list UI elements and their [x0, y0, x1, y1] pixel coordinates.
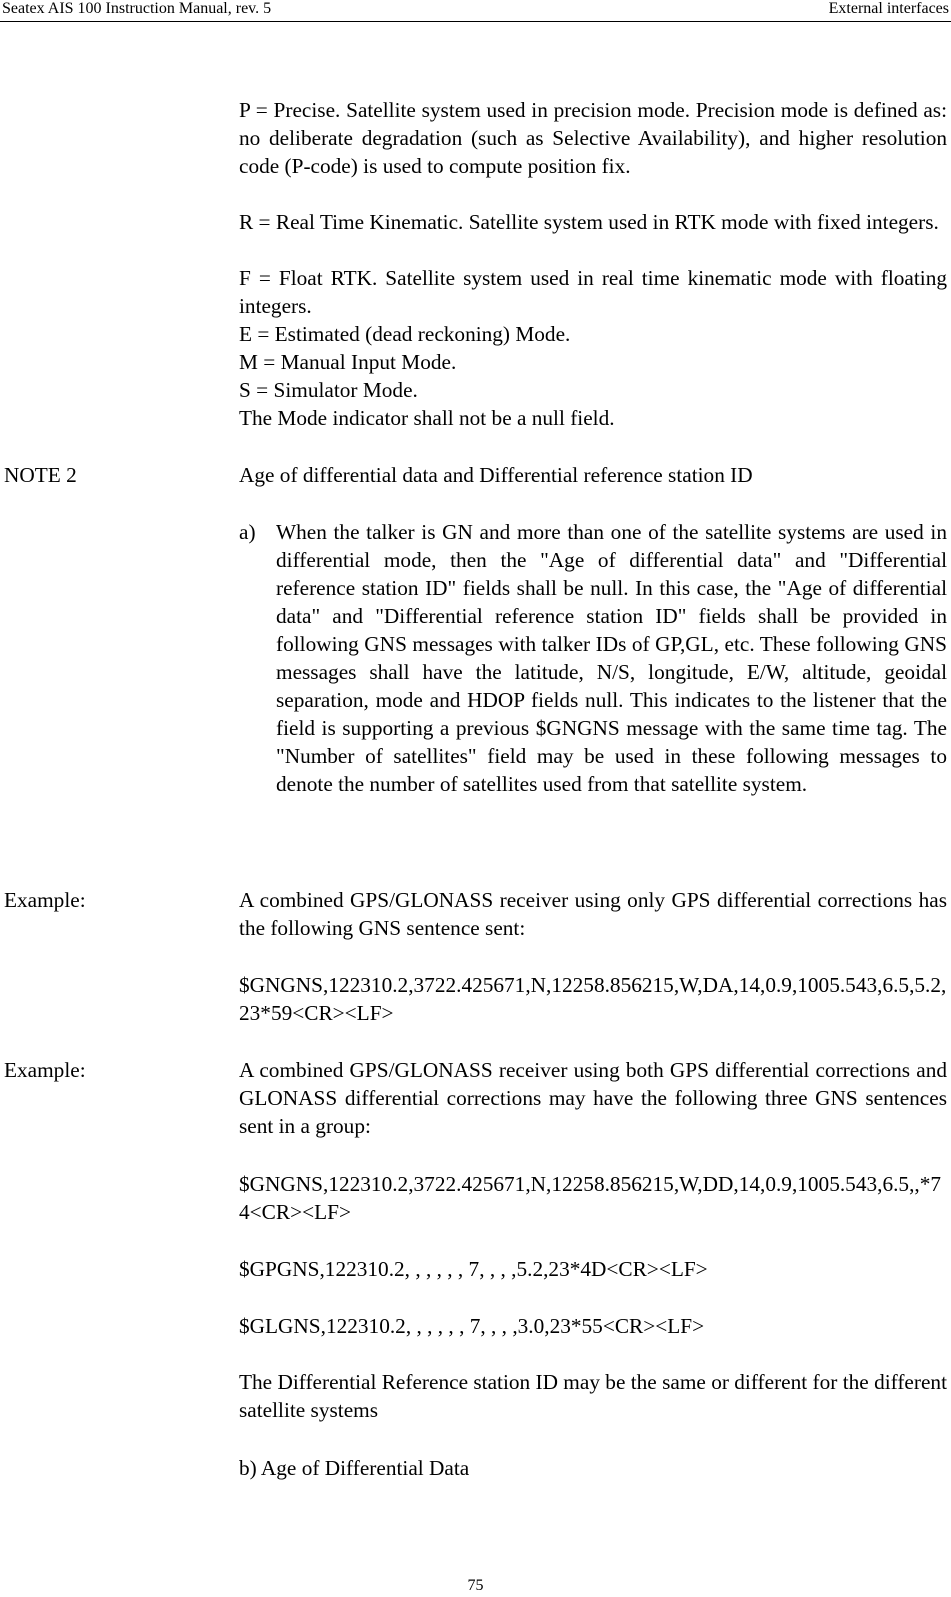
- mode-simulator: S = Simulator Mode.: [239, 378, 418, 402]
- example-1-label: Example:: [4, 888, 86, 912]
- mode-estimated: E = Estimated (dead reckoning) Mode.: [239, 322, 571, 346]
- mode-null-note: The Mode indicator shall not be a null field.: [239, 406, 615, 430]
- header-section-title: External interfaces: [828, 0, 949, 17]
- list-item-a-text: When the talker is GN and more than one of the satellite systems are used in differential mode, then the "Age of differential data" and "Differential reference station ID" fields shall be null. In this case, the "Age of differential data" and "Differential reference station ID" fields shall be provided in following GNS messages with talker IDs of GP,GL, etc. These following GNS messages shall have the latitude, N/S, longitude, E/W, altitude, geoidal separation, mode and HDOP fields null. This indicates to the listener that the field is supporting a previous $GNGNS message with the same time tag. The "Number of satellites" field may be used in these following messages to denote the number of satellites used from that satellite system.: [276, 520, 947, 796]
- mode-float-rtk: F = Float RTK. Satellite system used in real time kinematic mode with floating integers.: [239, 266, 947, 318]
- example-2-text: A combined GPS/GLONASS receiver using both GPS differential corrections and GLONASS differential corrections may have the following three GNS sentences sent in a group:: [239, 1058, 947, 1138]
- page-number: 75: [467, 1577, 484, 1594]
- example-1-text: A combined GPS/GLONASS receiver using only GPS differential corrections has the following GNS sentence sent:: [239, 888, 947, 940]
- list-item-a: [239, 518, 947, 798]
- example-2-label: Example:: [4, 1058, 86, 1082]
- list-item-b: b) Age of Differential Data: [239, 1456, 470, 1480]
- mode-rtk: R = Real Time Kinematic. Satellite system used in RTK mode with fixed integers.: [239, 210, 939, 234]
- mode-manual: M = Manual Input Mode.: [239, 350, 457, 374]
- page-header: [0, 0, 951, 22]
- note-2-label: NOTE 2: [4, 463, 77, 487]
- header-manual-title: Seatex AIS 100 Instruction Manual, rev. 5: [2, 0, 272, 17]
- list-marker-a: a): [239, 520, 256, 544]
- reference-station-note: The Differential Reference station ID may be the same or different for the different satellite systems: [239, 1370, 947, 1422]
- example-2-sentence-glgns: $GLGNS,122310.2, , , , , , 7, , , ,3.0,23*55<CR><LF>: [239, 1314, 705, 1338]
- example-2-sentence-gpgns: $GPGNS,122310.2, , , , , , 7, , , ,5.2,23*4D<CR><LF>: [239, 1257, 708, 1281]
- mode-precise: P = Precise. Satellite system used in precision mode. Precision mode is defined as: no deliberate degradation (such as Selective Availability), and higher resolution code (P-code) is used to compute position fix.: [239, 98, 947, 178]
- example-2-sentence-gngns: $GNGNS,122310.2,3722.425671,N,12258.856215,W,DD,14,0.9,1005.543,6.5,,*74<CR><LF>: [239, 1172, 942, 1224]
- note-2-title: Age of differential data and Differential reference station ID: [239, 463, 753, 487]
- example-1-sentence: $GNGNS,122310.2,3722.425671,N,12258.856215,W,DA,14,0.9,1005.543,6.5,5.2,23*59<CR><LF>: [239, 973, 947, 1025]
